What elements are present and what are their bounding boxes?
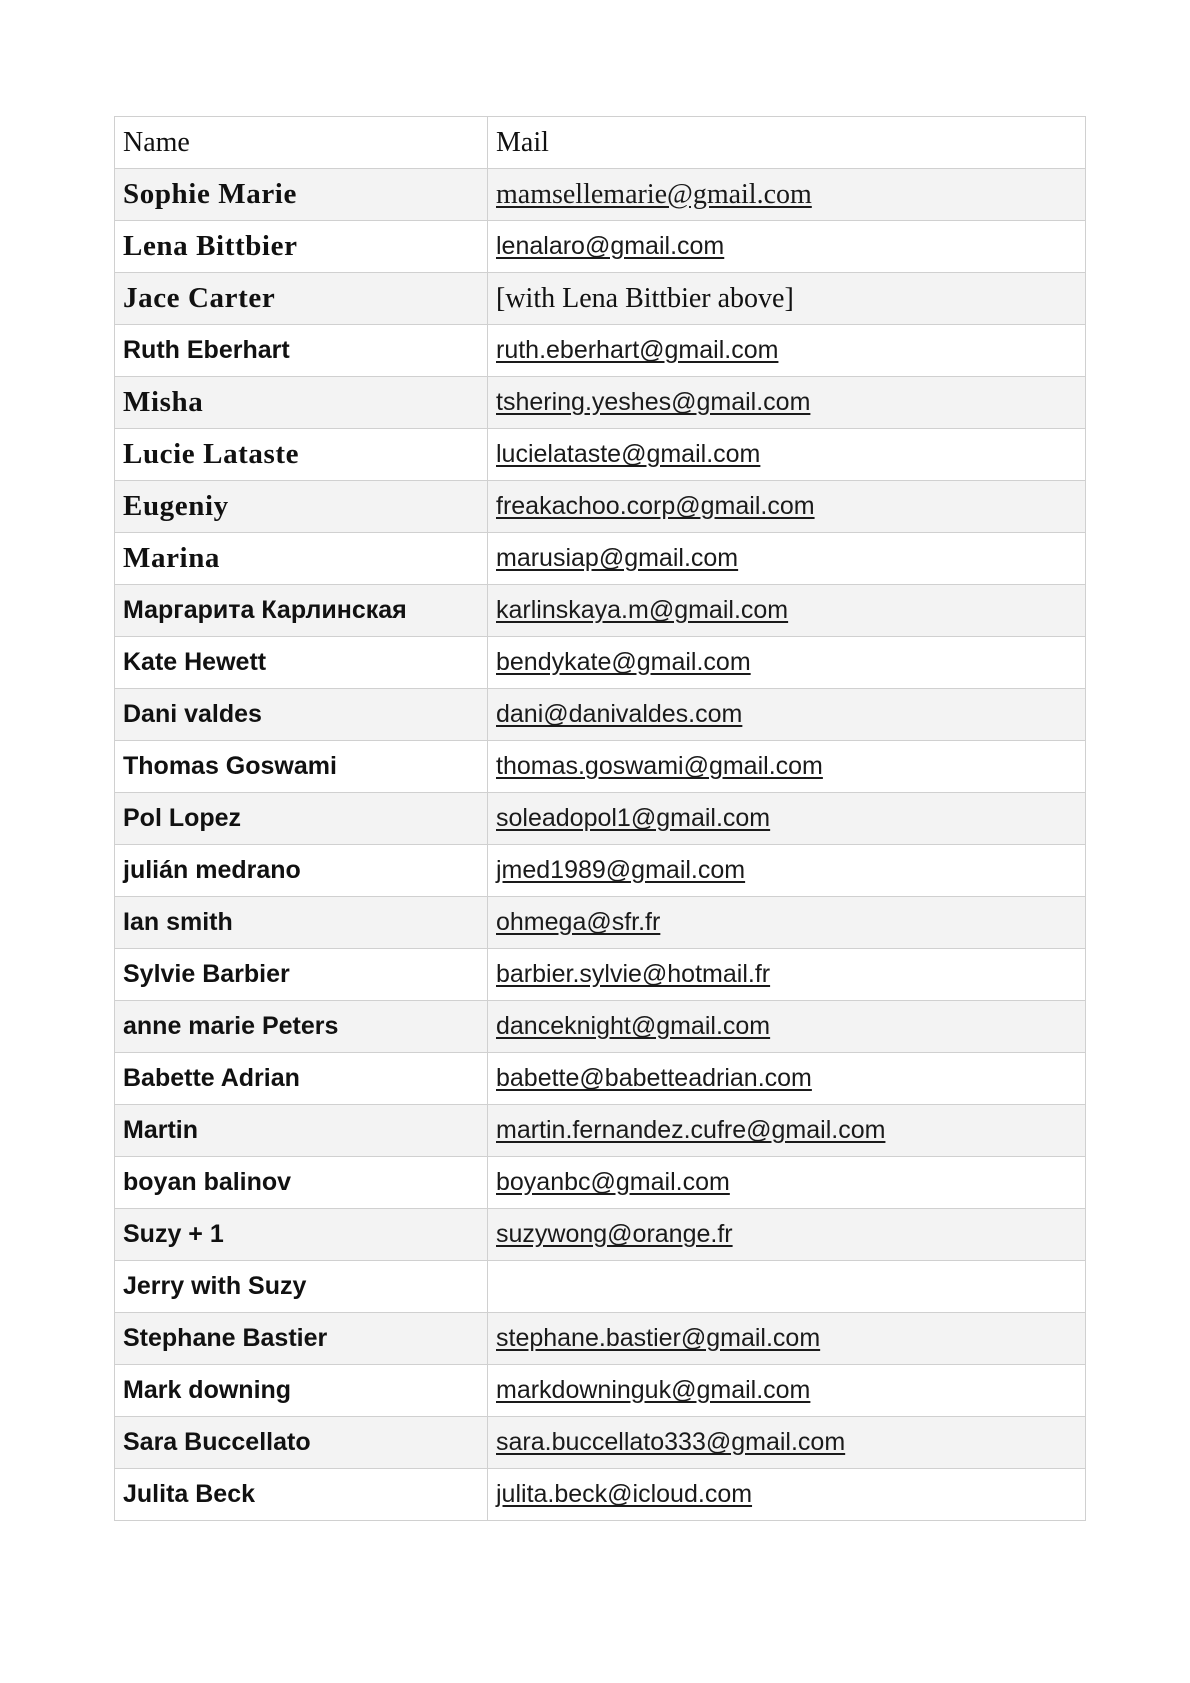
- mail-link[interactable]: ruth.eberhart@gmail.com: [496, 336, 779, 364]
- table-row: [115, 793, 1086, 845]
- table-row: [115, 1261, 1086, 1313]
- mail-link[interactable]: freakachoo.corp@gmail.com: [496, 492, 815, 520]
- mail-link[interactable]: babette@babetteadrian.com: [496, 1064, 812, 1092]
- contacts-table: [114, 116, 1086, 1521]
- mail-cell: [488, 1209, 1086, 1261]
- mail-cell: [488, 1313, 1086, 1365]
- mail-link[interactable]: tshering.yeshes@gmail.com: [496, 388, 811, 416]
- mail-link[interactable]: martin.fernandez.cufre@gmail.com: [496, 1116, 886, 1144]
- mail-cell: [488, 741, 1086, 793]
- name-cell: Ian smith: [115, 897, 488, 949]
- mail-link[interactable]: markdowninguk@gmail.com: [496, 1376, 811, 1404]
- mail-link[interactable]: mamsellemarie@gmail.com: [496, 178, 812, 210]
- name-cell: Babette Adrian: [115, 1053, 488, 1105]
- mail-link[interactable]: lenalaro@gmail.com: [496, 232, 725, 260]
- name-cell: Sylvie Barbier: [115, 949, 488, 1001]
- mail-link[interactable]: lucielataste@gmail.com: [496, 440, 761, 468]
- name-cell: Mark downing: [115, 1365, 488, 1417]
- header-name: Name: [115, 117, 488, 169]
- mail-cell: [488, 793, 1086, 845]
- name-cell: Pol Lopez: [115, 793, 488, 845]
- name-cell: Sara Buccellato: [115, 1417, 488, 1469]
- name-cell: Misha: [115, 377, 488, 429]
- mail-cell: [488, 377, 1086, 429]
- mail-cell: [488, 1469, 1086, 1521]
- mail-cell: [488, 429, 1086, 481]
- mail-note: [with Lena Bittbier above]: [488, 273, 1086, 325]
- mail-link[interactable]: danceknight@gmail.com: [496, 1012, 771, 1040]
- table-header-row: [115, 117, 1086, 169]
- mail-link[interactable]: bendykate@gmail.com: [496, 648, 751, 676]
- mail-link[interactable]: karlinskaya.m@gmail.com: [496, 596, 789, 624]
- mail-link[interactable]: jmed1989@gmail.com: [496, 856, 746, 884]
- name-cell: anne marie Peters: [115, 1001, 488, 1053]
- name-cell: Julita Beck: [115, 1469, 488, 1521]
- mail-link[interactable]: thomas.goswami@gmail.com: [496, 752, 823, 780]
- table-row: [115, 1209, 1086, 1261]
- name-cell: Stephane Bastier: [115, 1313, 488, 1365]
- mail-cell: [488, 1261, 1086, 1313]
- table-row: [115, 897, 1086, 949]
- mail-cell: [488, 1365, 1086, 1417]
- table-row: [115, 845, 1086, 897]
- table-row: [115, 949, 1086, 1001]
- name-cell: Маргарита Карлинская: [115, 585, 488, 637]
- table-row: [115, 273, 1086, 325]
- name-cell: boyan balinov: [115, 1157, 488, 1209]
- mail-cell: [488, 1105, 1086, 1157]
- name-cell: julián medrano: [115, 845, 488, 897]
- table-row: [115, 585, 1086, 637]
- mail-link[interactable]: julita.beck@icloud.com: [496, 1480, 753, 1508]
- mail-cell: [488, 1053, 1086, 1105]
- table-row: [115, 1001, 1086, 1053]
- mail-cell: [488, 1157, 1086, 1209]
- table-row: [115, 221, 1086, 273]
- mail-cell: [488, 533, 1086, 585]
- mail-cell: [488, 845, 1086, 897]
- table-row: [115, 1157, 1086, 1209]
- mail-cell: [488, 949, 1086, 1001]
- table-row: [115, 1417, 1086, 1469]
- name-cell: Martin: [115, 1105, 488, 1157]
- mail-cell: [488, 221, 1086, 273]
- name-cell: Lena Bittbier: [115, 221, 488, 273]
- name-cell: Lucie Lataste: [115, 429, 488, 481]
- table-row: [115, 429, 1086, 481]
- table-row: [115, 689, 1086, 741]
- table-row: [115, 377, 1086, 429]
- mail-link[interactable]: sara.buccellato333@gmail.com: [496, 1428, 846, 1456]
- name-cell: Jerry with Suzy: [115, 1261, 488, 1313]
- table-row: [115, 741, 1086, 793]
- mail-link[interactable]: barbier.sylvie@hotmail.fr: [496, 960, 771, 988]
- mail-link[interactable]: boyanbc@gmail.com: [496, 1168, 730, 1196]
- name-cell: Marina: [115, 533, 488, 585]
- name-cell: Eugeniy: [115, 481, 488, 533]
- name-cell: Jace Carter: [115, 273, 488, 325]
- header-mail: Mail: [488, 117, 1086, 169]
- mail-link[interactable]: dani@danivaldes.com: [496, 700, 743, 728]
- table-row: [115, 481, 1086, 533]
- mail-cell: [488, 1417, 1086, 1469]
- mail-cell: [488, 325, 1086, 377]
- name-cell: Kate Hewett: [115, 637, 488, 689]
- table-row: [115, 325, 1086, 377]
- table-row: [115, 1469, 1086, 1521]
- table-row: [115, 1105, 1086, 1157]
- mail-link[interactable]: marusiap@gmail.com: [496, 544, 739, 572]
- name-cell: Ruth Eberhart: [115, 325, 488, 377]
- name-cell: Dani valdes: [115, 689, 488, 741]
- mail-cell: [488, 897, 1086, 949]
- mail-link[interactable]: soleadopol1@gmail.com: [496, 804, 771, 832]
- mail-cell: [488, 1001, 1086, 1053]
- table-row: [115, 1053, 1086, 1105]
- mail-cell: [488, 169, 1086, 221]
- table-row: [115, 169, 1086, 221]
- table-row: [115, 1313, 1086, 1365]
- name-cell: Sophie Marie: [115, 169, 488, 221]
- mail-cell: [488, 637, 1086, 689]
- mail-link[interactable]: stephane.bastier@gmail.com: [496, 1324, 821, 1352]
- mail-link[interactable]: ohmega@sfr.fr: [496, 908, 661, 936]
- mail-cell: [488, 585, 1086, 637]
- table-row: [115, 637, 1086, 689]
- mail-link[interactable]: suzywong@orange.fr: [496, 1220, 733, 1248]
- table-row: [115, 1365, 1086, 1417]
- name-cell: Suzy + 1: [115, 1209, 488, 1261]
- mail-cell: [488, 481, 1086, 533]
- mail-cell: [488, 689, 1086, 741]
- table-row: [115, 533, 1086, 585]
- name-cell: Thomas Goswami: [115, 741, 488, 793]
